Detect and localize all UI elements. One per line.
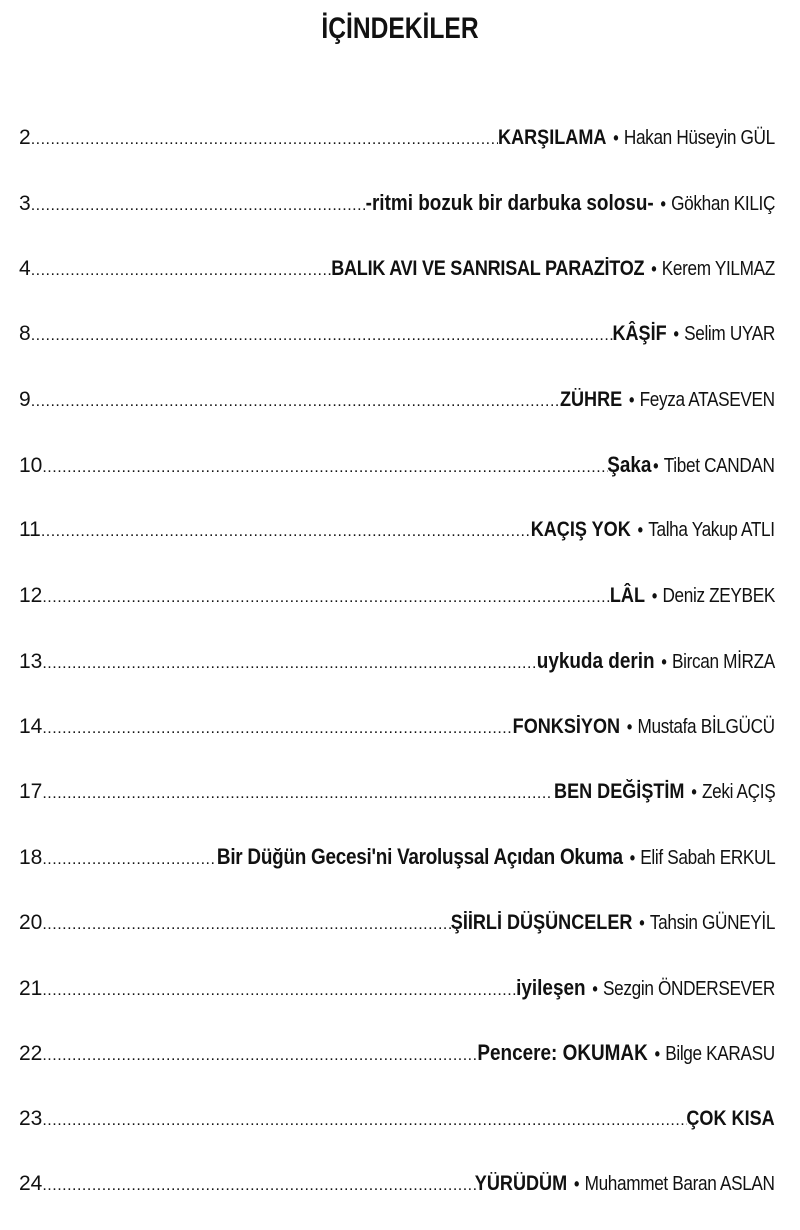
toc-entry [19,249,775,314]
toc-title: ZÜHRE [560,387,623,411]
toc-title: YÜRÜDÜM [475,1172,568,1196]
table-of-contents [19,118,775,1230]
toc-author: Gökhan KILIÇ [671,193,775,216]
toc-author: Elif Sabah ERKUL [639,847,775,870]
bullet-separator: • [639,912,645,933]
dot-leader [41,512,532,552]
bullet-separator: • [627,716,633,737]
toc-author: Zeki AÇIŞ [701,780,775,803]
dot-leader [42,840,216,880]
toc-entry [19,1099,775,1164]
toc-page-number: 10 [19,453,43,477]
toc-entry [19,118,775,183]
toc-entry [19,837,775,902]
toc-author: Talha Yakup ATLI [648,519,775,542]
dot-leader [42,1166,475,1206]
toc-entry [19,1033,775,1098]
toc-entry [19,641,775,706]
bullet-separator: • [574,1174,580,1195]
bullet-separator: • [629,389,635,410]
toc-entry [19,772,775,837]
toc-title: KÂŞİF [612,322,667,346]
bullet-separator: • [673,324,679,345]
bullet-separator: • [660,194,666,215]
dot-leader [31,120,499,160]
toc-page-number: 24 [19,1172,43,1196]
toc-title: iyileşen [516,975,586,1001]
toc-title: ÇOK KISA [686,1106,775,1130]
toc-title: ŞİİRLİ DÜŞÜNCELER [450,910,633,934]
toc-entry [19,314,775,379]
dot-leader [42,1036,477,1076]
bullet-separator: • [651,258,657,279]
toc-title: FONKSİYON [512,714,621,738]
toc-author: Mustafa BİLGÜCÜ [637,715,775,738]
toc-author: Deniz ZEYBEK [662,584,775,607]
toc-author: Tahsin GÜNEYİL [649,911,775,934]
bullet-separator: • [651,585,658,606]
toc-title: Pencere: OKUMAK [477,1040,648,1066]
toc-page-number: 20 [19,910,43,934]
toc-author: Selim UYAR [684,323,775,346]
bullet-separator: • [661,652,667,673]
toc-page-number: 18 [19,846,43,870]
dot-leader [31,251,332,291]
bullet-separator: • [613,128,619,148]
bullet-separator: • [691,781,697,802]
toc-title: KARŞILAMA [498,126,607,149]
dot-leader [42,644,537,684]
toc-page-number: 11 [19,518,41,542]
toc-title: KAÇIŞ YOK [531,518,632,542]
toc-page-number: 3 [19,192,31,216]
toc-title: LÂL [609,583,646,607]
dot-leader [42,1101,687,1141]
toc-author: Tibet CANDAN [664,454,775,477]
toc-entry [19,183,775,248]
toc-page-number: 22 [19,1042,43,1066]
toc-page-number: 12 [19,583,43,607]
page-title: İÇİNDEKİLER [321,12,479,45]
toc-author: Bilge KARASU [665,1043,775,1066]
toc-author: Kerem YILMAZ [661,257,775,280]
dot-leader [42,448,608,488]
toc-page-number: 21 [19,977,43,1001]
bullet-separator: • [629,848,635,869]
toc-author: Sezgin ÖNDERSEVER [603,978,775,1001]
dot-leader [31,186,366,226]
toc-title: BEN DEĞİŞTİM [553,779,685,803]
toc-page-number: 23 [19,1106,43,1130]
toc-title: uykuda derin [536,648,655,674]
toc-entry [19,380,775,445]
toc-page-number: 13 [19,650,43,674]
dot-leader [42,971,516,1011]
toc-title: Bir Düğün Gecesi'ni Varoluşsal Açıdan Okuma [216,844,623,870]
dot-leader [42,774,553,814]
toc-entry [19,445,775,510]
toc-entry [19,510,775,575]
toc-entry [19,1164,775,1229]
toc-page-number: 9 [19,387,31,411]
toc-page-number: 2 [19,126,31,149]
toc-entry [19,968,775,1033]
dot-leader [42,905,450,945]
toc-entry [19,903,775,968]
bullet-separator: • [654,1044,661,1065]
toc-page-number: 17 [19,779,43,803]
bullet-separator: • [637,520,644,541]
toc-author: Bircan MİRZA [672,651,775,674]
toc-page-number: 8 [19,322,31,346]
dot-leader [31,316,613,356]
dot-leader [42,578,610,618]
toc-entry [19,576,775,641]
bullet-separator: • [592,979,598,1000]
toc-page-number: 14 [19,714,43,738]
toc-author: Feyza ATASEVEN [639,388,775,411]
bullet-separator: • [653,455,659,476]
toc-author: Muhammet Baran ASLAN [584,1173,775,1196]
toc-title: -ritmi bozuk bir darbuka solosu- [365,190,654,216]
toc-page-number: 4 [19,256,31,280]
toc-title: BALIK AVI VE SANRISAL PARAZİTOZ [331,256,645,280]
toc-title: Şaka [607,451,652,477]
toc-entry [19,707,775,772]
dot-leader [31,382,561,422]
toc-author: Hakan Hüseyin GÜL [624,127,775,149]
dot-leader [42,709,513,749]
